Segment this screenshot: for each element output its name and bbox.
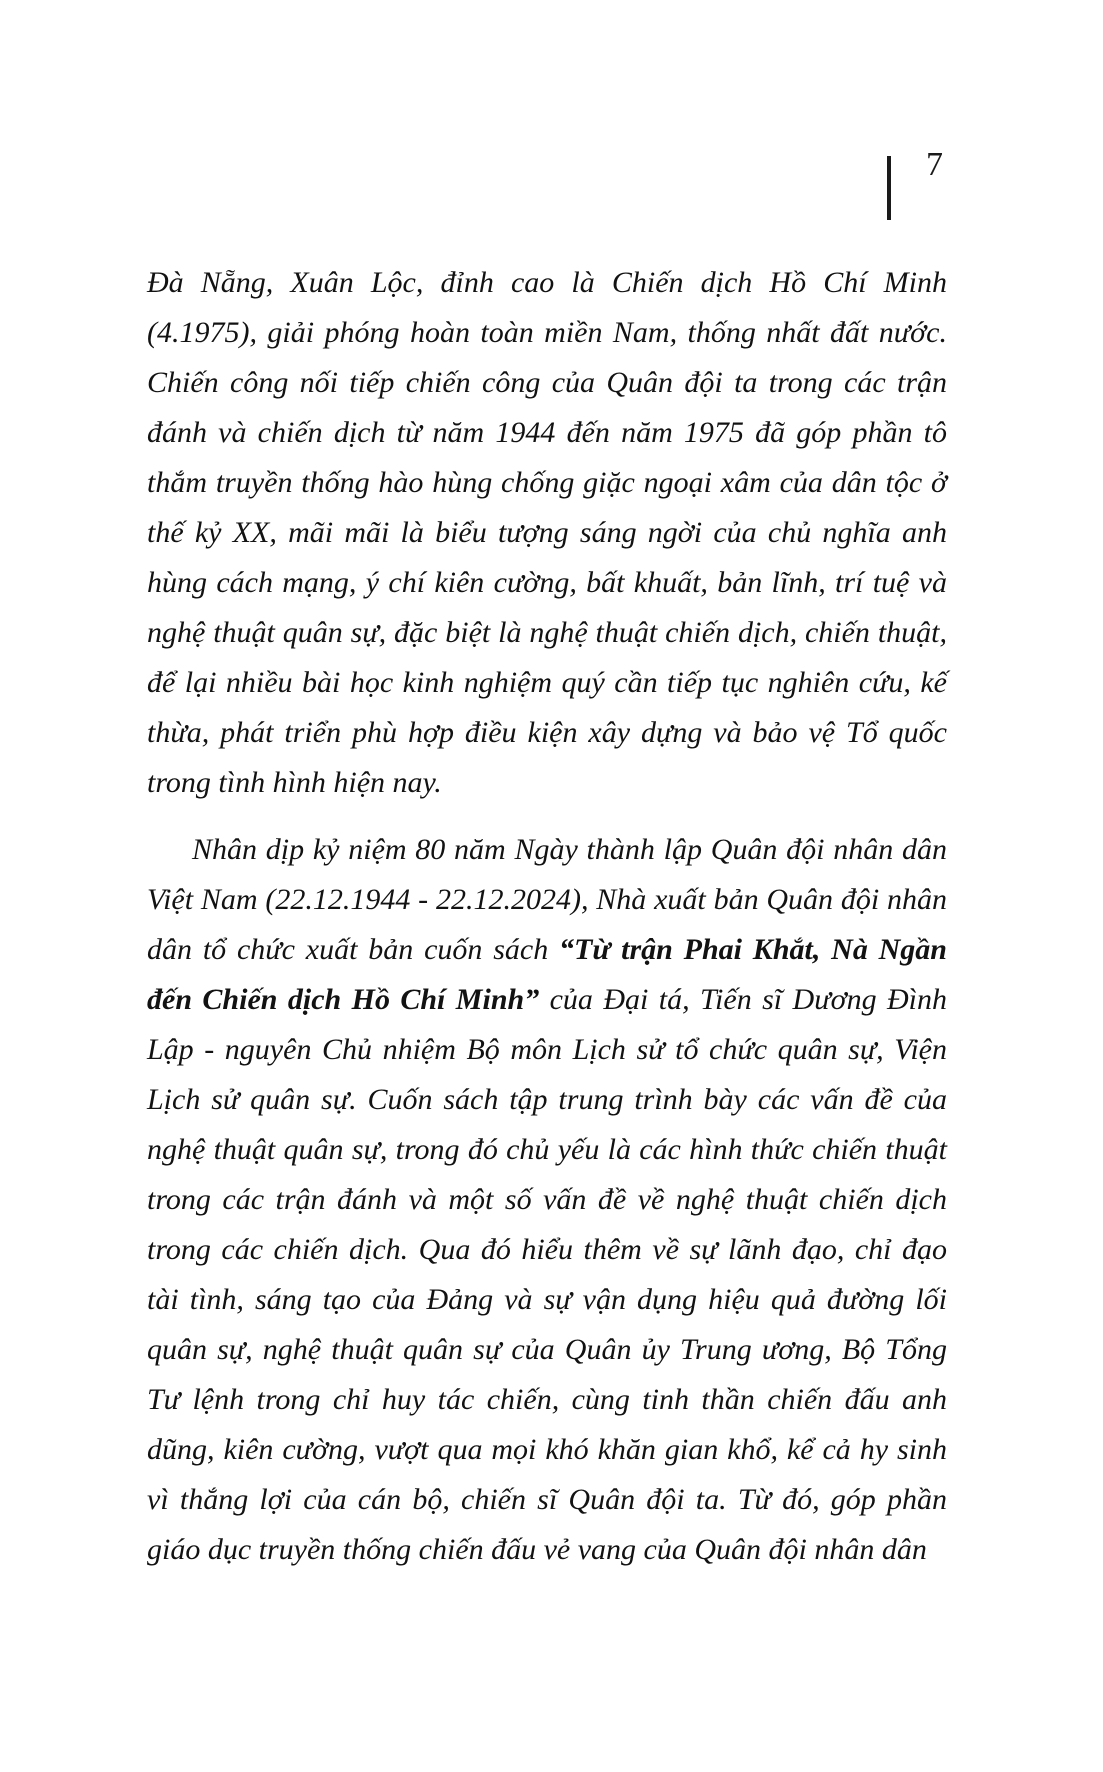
book-title-emphasis: “Từ trận Phai Khắt, Nà Ngần đến Chiến dịch Hồ Chí Minh” xyxy=(147,933,947,1016)
text-segment: Nhân dịp kỷ niệm 80 năm Ngày thành lập Quân đội nhân dân Việt Nam (22.12.1944 - 22.12.2024), Nhà xuất bản Quân đội nhân dân tổ chức xuất bản cuốn sách xyxy=(147,833,947,966)
page-number-rule xyxy=(887,156,891,220)
paragraph xyxy=(147,825,947,1575)
page-number: 7 xyxy=(926,146,944,183)
paragraph xyxy=(147,258,947,808)
page-text xyxy=(147,258,947,1575)
text-segment: Đà Nẵng, Xuân Lộc, đỉnh cao là Chiến dịch Hồ Chí Minh (4.1975), giải phóng hoàn toàn miền Nam, thống nhất đất nước. Chiến công nối tiếp chiến công của Quân đội ta trong các trận đánh và chiến dịch từ năm 1944 đến năm 1975 đã góp phần tô thắm truyền thống hào hùng chống giặc ngoại xâm của dân tộc ở thế kỷ XX, mãi mãi là biểu tượng sáng ngời của chủ nghĩa anh hùng cách mạng, ý chí kiên cường, bất khuất, bản lĩnh, trí tuệ và nghệ thuật quân sự, đặc biệt là nghệ thuật chiến dịch, chiến thuật, để lại nhiều bài học kinh nghiệm quý cần tiếp tục nghiên cứu, kế thừa, phát triển phù hợp điều kiện xây dựng và bảo vệ Tổ quốc trong tình hình hiện nay. xyxy=(147,266,947,799)
text-segment: của Đại tá, Tiến sĩ Dương Đình Lập - nguyên Chủ nhiệm Bộ môn Lịch sử tổ chức quân sự, Viện Lịch sử quân sự. Cuốn sách tập trung trình bày các vấn đề của nghệ thuật quân sự, trong đó chủ yếu là các hình thức chiến thuật trong các trận đánh và một số vấn đề về nghệ thuật chiến dịch trong các chiến dịch. Qua đó hiểu thêm về sự lãnh đạo, chỉ đạo tài tình, sáng tạo của Đảng và sự vận dụng hiệu quả đường lối quân sự, nghệ thuật quân sự của Quân ủy Trung ương, Bộ Tổng Tư lệnh trong chỉ huy tác chiến, cùng tinh thần chiến đấu anh dũng, kiên cường, vượt qua mọi khó khăn gian khổ, kể cả hy sinh vì thắng lợi của cán bộ, chiến sĩ Quân đội ta. Từ đó, góp phần giáo dục truyền thống chiến đấu vẻ vang của Quân đội nhân dân xyxy=(147,983,947,1566)
